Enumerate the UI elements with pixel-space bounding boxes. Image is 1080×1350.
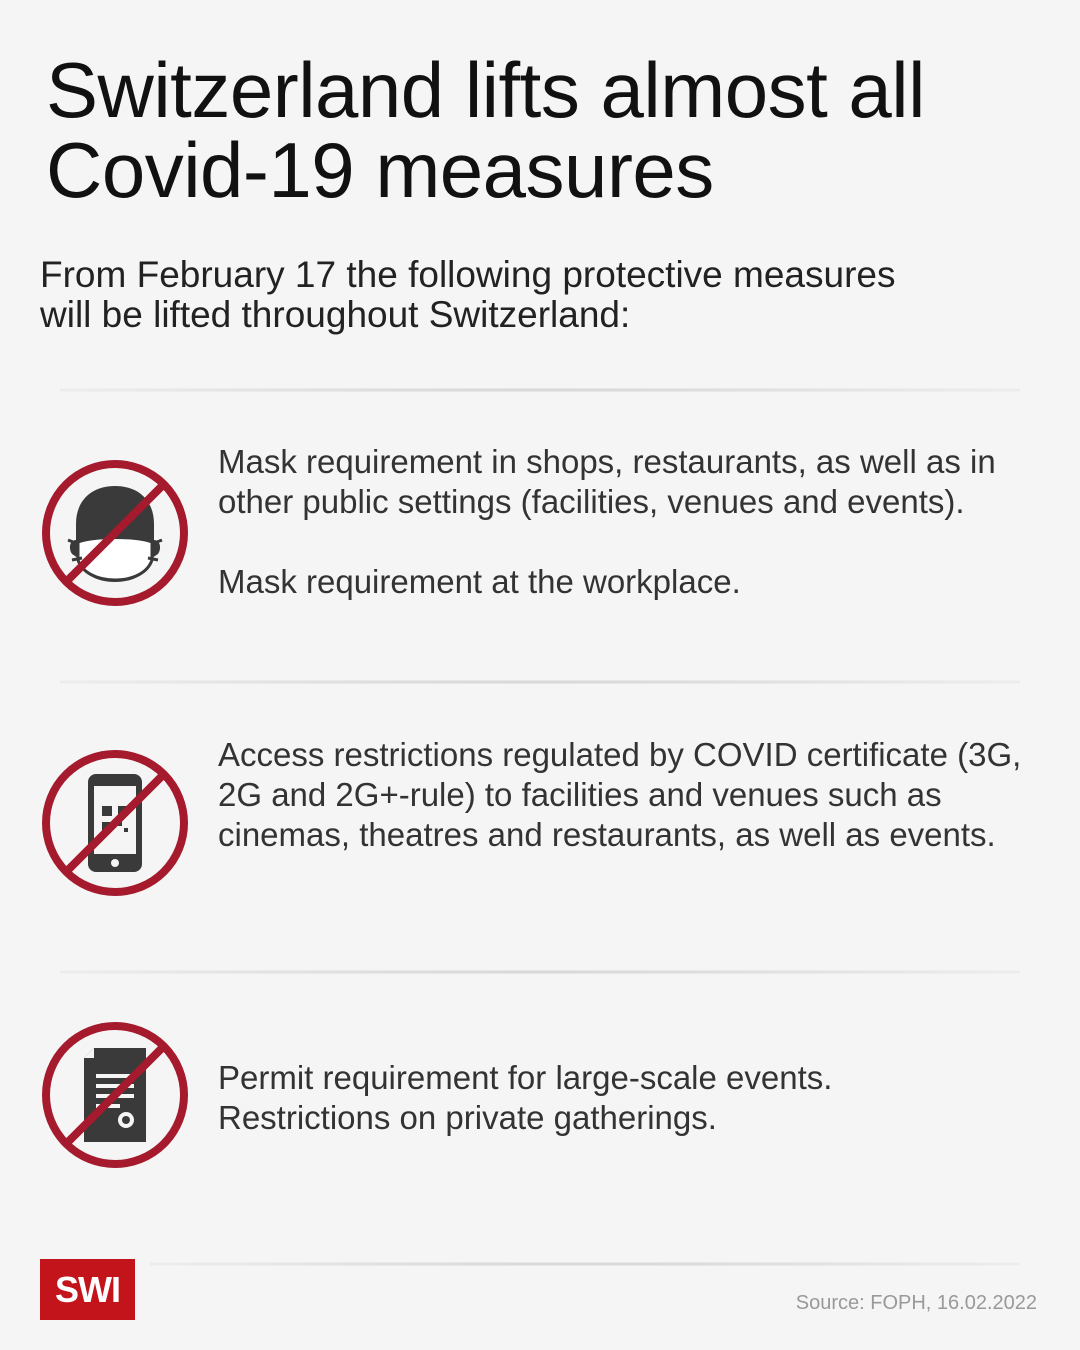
measure-paragraph: Mask requirement at the workplace.: [218, 563, 741, 600]
swi-logo[interactable]: SWI: [40, 1259, 135, 1320]
section-divider: [60, 388, 1020, 392]
page-title: [46, 46, 1046, 214]
measure-paragraph: Permit requirement for large-scale events.: [218, 1059, 833, 1096]
title-line-2: Covid-19 measures: [46, 126, 714, 214]
subtitle-line-2: will be lifted throughout Switzerland:: [40, 294, 631, 335]
measure-paragraph: Restrictions on private gatherings.: [218, 1099, 717, 1136]
no-permit-document-icon: [38, 1018, 192, 1172]
no-mask-icon: [38, 456, 192, 610]
title-line-1: Switzerland lifts almost all: [46, 46, 925, 134]
footer-divider: [150, 1262, 1020, 1266]
source-note: Source: FOPH, 16.02.2022: [795, 1292, 1037, 1314]
section-divider: [60, 970, 1020, 974]
no-covid-certificate-phone-icon: [38, 746, 192, 900]
measure-text: [218, 1058, 1038, 1138]
measure-text: [218, 735, 1038, 855]
measure-text: [218, 442, 1038, 602]
measure-paragraph: Mask requirement in shops, restaurants, as well as in other public settings (facilities, venues and events).: [218, 443, 996, 520]
page-subtitle: [40, 255, 1040, 335]
measure-paragraph: Access restrictions regulated by COVID certificate (3G, 2G and 2G+-rule) to facilities and venues such as cinemas, theatres and restaurants, as well as events.: [218, 736, 1022, 853]
subtitle-line-1: From February 17 the following protective measures: [40, 254, 896, 295]
section-divider: [60, 680, 1020, 684]
